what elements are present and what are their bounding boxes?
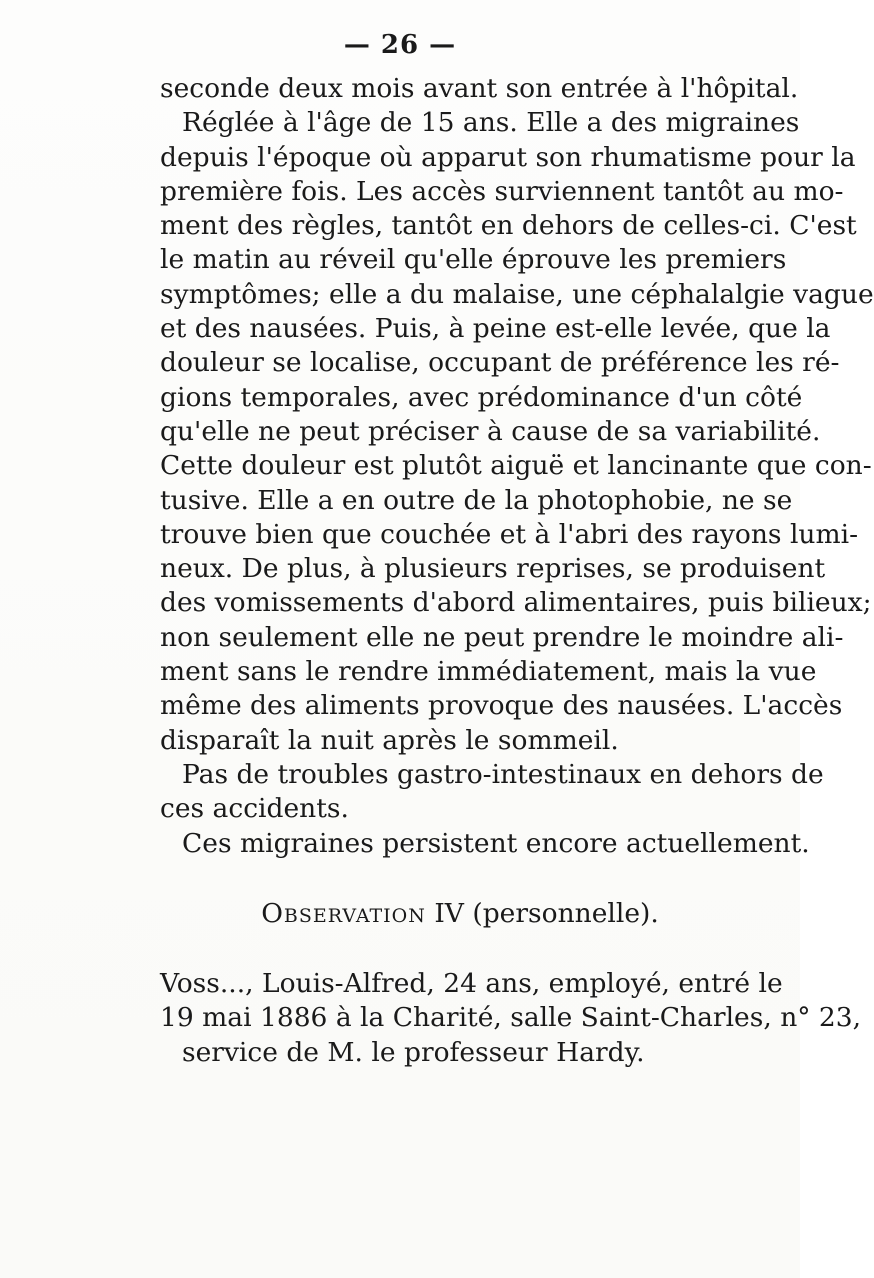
text-line: qu'elle ne peut préciser à cause de sa variabilité. xyxy=(160,415,821,447)
text-line: des vomissements d'abord alimentaires, puis bilieux; xyxy=(160,587,872,619)
text-line: disparaît la nuit après le sommeil. xyxy=(160,724,619,756)
text-line: première fois. Les accès surviennent tantôt au mo- xyxy=(160,175,844,207)
text-line: service de M. le professeur Hardy. xyxy=(182,1036,645,1068)
paragraph-3 xyxy=(160,758,824,827)
observation-qualifier: (personnelle). xyxy=(472,897,659,929)
text-line: neux. De plus, à plusieurs reprises, se produisent xyxy=(160,553,826,585)
page-number: — 26 — xyxy=(343,30,457,60)
text-line: Voss..., Louis-Alfred, 24 ans, employé, entré le xyxy=(160,968,783,1000)
page-body xyxy=(160,72,874,1070)
paragraph-5 xyxy=(160,967,862,1070)
text-line: 19 mai 1886 à la Charité, salle Saint-Charles, n° 23, xyxy=(160,1002,862,1034)
text-line: non seulement elle ne peut prendre le moindre ali- xyxy=(160,621,844,653)
observation-label: Observation xyxy=(261,897,426,929)
text-line: depuis l'époque où apparut son rhumatisme pour la xyxy=(160,141,856,173)
text-line: Ces migraines persistent encore actuellement. xyxy=(182,827,810,859)
text-line: gions temporales, avec prédominance d'un côté xyxy=(160,381,803,413)
text-line: Pas de troubles gastro-intestinaux en dehors de xyxy=(182,758,824,790)
text-line: Cette douleur est plutôt aiguë et lancinante que con- xyxy=(160,450,872,482)
observation-number: IV xyxy=(434,897,464,929)
text-line: tusive. Elle a en outre de la photophobie, ne se xyxy=(160,484,793,516)
text-line: Réglée à l'âge de 15 ans. Elle a des migraines xyxy=(182,107,800,139)
paragraph-1 xyxy=(160,72,799,106)
text-line: ces accidents. xyxy=(160,793,349,825)
paragraph-4 xyxy=(160,827,810,861)
text-line: douleur se localise, occupant de préférence les ré- xyxy=(160,347,840,379)
text-line: seconde deux mois avant son entrée à l'hôpital. xyxy=(160,73,799,104)
text-line: le matin au réveil qu'elle éprouve les premiers xyxy=(160,244,787,276)
text-line: symptômes; elle a du malaise, une céphalalgie vague xyxy=(160,278,874,310)
text-line: et des nausées. Puis, à peine est-elle levée, que la xyxy=(160,313,831,345)
text-line: ment des règles, tantôt en dehors de celles-ci. C'est xyxy=(160,210,857,242)
text-line: trouve bien que couchée et à l'abri des rayons lumi- xyxy=(160,518,859,550)
observation-heading xyxy=(160,897,760,931)
text-line: ment sans le rendre immédiatement, mais la vue xyxy=(160,656,817,688)
text-line: même des aliments provoque des nausées. L'accès xyxy=(160,690,843,722)
paragraph-2 xyxy=(160,106,874,758)
